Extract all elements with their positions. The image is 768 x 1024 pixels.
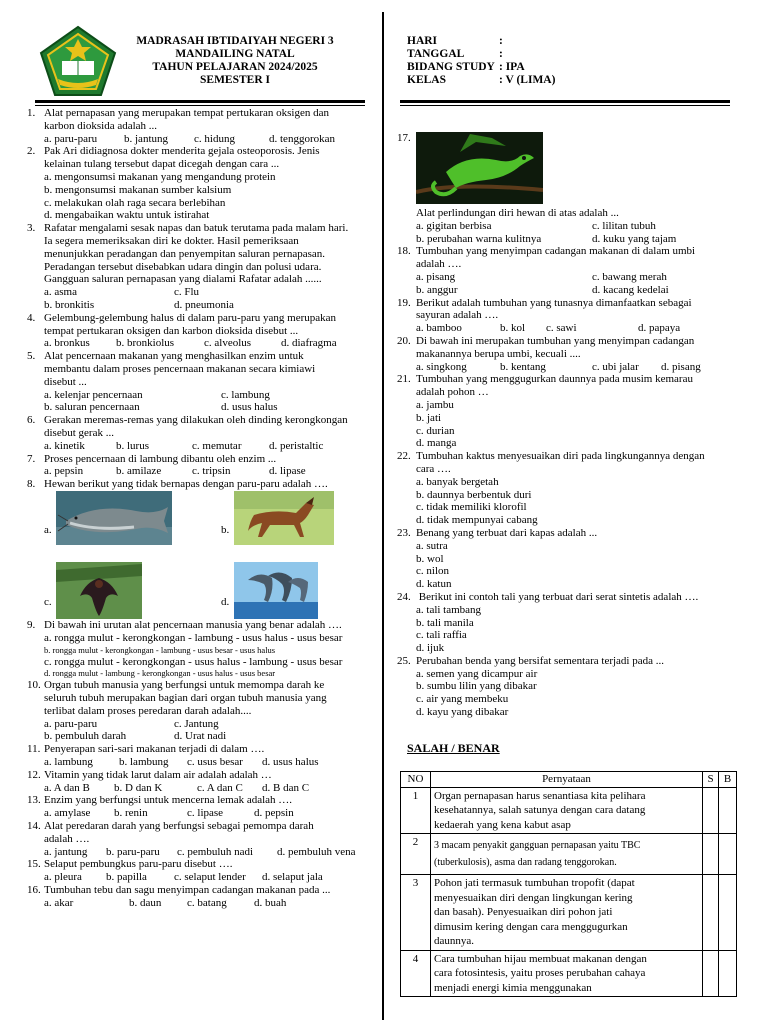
- col-benar: B: [719, 772, 737, 788]
- option[interactable]: d. ijuk: [416, 642, 445, 655]
- option[interactable]: b. daunnya berbentuk duri: [416, 488, 532, 501]
- option[interactable]: c. lilitan tubuh: [592, 219, 656, 232]
- option[interactable]: c. hidung: [194, 132, 235, 145]
- question-7: 7. Proses pencernaan di lambung dibantu oleh enzim ... a. pepsin b. amilaze c. tripsin d. lipase: [27, 452, 306, 478]
- question-5: 5. Alat pencernaan makanan yang menghasilkan enzim untuk membantu dalam proses pencernaan makanan secara kimiawi disebut ... a. kelenjar pencernaan c. lambung b. saluran pencernaan d. usus halus: [27, 350, 316, 414]
- option[interactable]: d. tenggorokan: [269, 132, 335, 145]
- option[interactable]: c. tidak memiliki klorofil: [416, 501, 527, 514]
- header-rule-left: [35, 100, 365, 103]
- option[interactable]: d. papaya: [638, 322, 681, 335]
- question-23: 23. Benang yang terbuat dari kapas adalah ... a. sutra b. wol c. nilon d. katun: [397, 527, 742, 591]
- option[interactable]: a. paru-paru: [44, 132, 98, 145]
- option[interactable]: c. rongga mulut - kerongkongan - usus halus - lambung - usus besar: [44, 655, 343, 668]
- question-25: 25. Perubahan benda yang bersifat sementara terjadi pada ... a. semen yang dicampur air b. sumbu lilin yang dibakar c. air yang membeku d. kayu yang dibakar: [397, 655, 742, 719]
- option[interactable]: b. bronkiolus: [116, 337, 175, 350]
- option[interactable]: d. usus halus: [262, 756, 319, 769]
- semester: SEMESTER I: [200, 74, 270, 86]
- question-19: 19. Berikut adalah tumbuhan yang tunasnya dimanfaatkan sebagai sayuran adalah …. a. bamboo b. kol c. sawi d. papaya: [397, 296, 692, 335]
- option[interactable]: d. kayu yang dibakar: [416, 706, 509, 719]
- option[interactable]: a. tali tambang: [416, 603, 482, 616]
- option[interactable]: c. durian: [416, 424, 455, 437]
- question-11: 11. Penyerapan sari-sari makanan terjadi di dalam …. a. lambung b. lambung c. usus besar d. usus halus: [27, 743, 319, 769]
- info-value-class: : V (LIMA): [499, 74, 556, 86]
- info-label-day: HARI: [407, 35, 438, 47]
- option[interactable]: c. air yang membeku: [416, 693, 509, 706]
- option[interactable]: d. diafragma: [281, 337, 337, 350]
- option[interactable]: a. pisang: [416, 270, 456, 283]
- salah-cell[interactable]: [703, 787, 719, 834]
- option[interactable]: c. Jantung: [174, 717, 219, 730]
- option[interactable]: c. Flu: [174, 286, 200, 299]
- option[interactable]: a. rongga mulut - kerongkongan - lambung - usus halus - usus besar: [44, 631, 343, 644]
- option[interactable]: a. amylase: [44, 807, 91, 820]
- school-header: [110, 35, 360, 87]
- info-label-date: TANGGAL: [407, 48, 465, 60]
- question-1: 1. Alat pernapasan yang merupakan tempat pertukaran oksigen dan karbon dioksida adalah ... a. paru-paru b. jantung c. hidung d. tenggorokan: [27, 107, 335, 145]
- question-10: 10. Organ tubuh manusia yang berfungsi untuk memompa darah ke seluruh tubuh merupakan bagian dari organ tubuh manusia yang terlibat dalam proses peredaran darah adalah.... a. paru-paru c. Jantung b. pembuluh darah d. Urat nadi: [27, 679, 327, 743]
- benar-cell[interactable]: [719, 787, 737, 834]
- option[interactable]: b. wol: [416, 552, 444, 565]
- option[interactable]: b. rongga mulut - kerongkongan - lambung - usus besar - usus halus: [44, 644, 276, 655]
- option[interactable]: b. lambung: [119, 756, 169, 769]
- salah-cell[interactable]: [703, 875, 719, 951]
- option[interactable]: a. singkong: [416, 360, 467, 373]
- option[interactable]: b.: [221, 523, 230, 536]
- option[interactable]: b. anggur: [416, 283, 458, 296]
- option[interactable]: c. lipase: [187, 807, 224, 820]
- bat-image: [56, 562, 142, 619]
- salah-cell[interactable]: [703, 834, 719, 875]
- table-row: 4 Cara tumbuhan hijau membuat makanan dengan cara fotosintesis, yaitu proses perubahan cahaya menjadi energi kimia menggunakan: [401, 950, 737, 997]
- option[interactable]: b. pembuluh darah: [44, 730, 127, 743]
- question-3: 3. Rafatar mengalami sesak napas dan batuk terutama pada malam hari. Ia segera memeriksakan diri ke dokter. Hasil pemeriksaan menunjukkan peradangan dan penyempitan saluran pernapasan. Peradangan tersebut disebabkan udara dingin dan polusi udara. Gangguan saluran pernapasan yang dialami Rafatar adalah ...... a. asma c. Flu b. bronkitis d. pneumonia: [27, 222, 349, 311]
- option[interactable]: a. paru-paru: [44, 717, 98, 730]
- option[interactable]: d. buah: [254, 896, 287, 909]
- option[interactable]: b. kentang: [500, 360, 546, 373]
- option[interactable]: b. renin: [114, 807, 148, 820]
- option[interactable]: a. bronkus: [44, 337, 90, 350]
- question-15: 15. Selaput pembungkus paru-paru disebut …. a. pleura b. papilla c. selaput lender d. selaput jala: [27, 858, 323, 884]
- animal-images: [44, 491, 377, 619]
- info-label-class: KELAS: [407, 74, 446, 86]
- option[interactable]: a. jambu: [416, 398, 454, 411]
- info-value-date: :: [499, 48, 503, 60]
- left-column: [27, 107, 377, 910]
- option[interactable]: d.: [221, 595, 230, 608]
- option[interactable]: b. bronkitis: [44, 298, 95, 311]
- horse-image: [234, 491, 334, 545]
- option[interactable]: d. rongga mulut - lambung - kerongkongan - usus halus - usus besar: [44, 668, 276, 679]
- option[interactable]: a. pleura: [44, 871, 82, 884]
- exam-info: [407, 35, 556, 87]
- question-21: 21. Tumbuhan yang menggugurkan daunnya pada musim kemarau adalah pohon … a. jambu b. jati c. durian d. manga: [397, 373, 742, 450]
- option[interactable]: d. pisang: [661, 360, 701, 373]
- col-salah: S: [703, 772, 719, 788]
- option[interactable]: a. gigitan berbisa: [416, 219, 492, 232]
- option[interactable]: d. pepsin: [254, 807, 294, 820]
- option[interactable]: b. saluran pencernaan: [44, 401, 140, 414]
- option[interactable]: c. A dan C: [197, 781, 243, 794]
- table-row: 3 Pohon jati termasuk tumbuhan tropofit (dapat menyesuaikan diri dengan lingkungan kering dan basah). Penyesuaikan diri pohon jati dimusim kering dengan cara menggugurkan daunnya.: [401, 875, 737, 951]
- option[interactable]: c. batang: [187, 896, 227, 909]
- option[interactable]: a. asma: [44, 286, 77, 299]
- question-17: 17. Alat perlindungan diri hewan di atas adalah ... a. gigitan berbisa c. lilitan tubuh b. perubahan warna kulitnya d. kuku yang tajam: [397, 132, 677, 245]
- header-rule-right: [400, 100, 730, 103]
- option[interactable]: d. kacang kedelai: [592, 283, 669, 296]
- option[interactable]: c. bawang merah: [592, 270, 667, 283]
- question-14: 14. Alat peredaran darah yang berfungsi sebagai pemompa darah adalah …. a. jantung b. paru-paru c. pembuluh nadi d. pembuluh vena: [27, 820, 356, 858]
- option[interactable]: c. ubi jalar: [592, 360, 639, 373]
- option[interactable]: d. manga: [416, 437, 457, 450]
- option[interactable]: d. usus halus: [221, 401, 278, 414]
- option[interactable]: c. melakukan olah raga secara berlebihan: [44, 196, 226, 209]
- option[interactable]: d. tidak mempunyai cabang: [416, 514, 538, 527]
- option[interactable]: d. peristaltic: [269, 439, 324, 452]
- question-16: 16. Tumbuhan tebu dan sagu menyimpan cadangan makanan pada ... a. akar b. daun c. batang d. buah: [27, 884, 331, 909]
- table-header-row: [401, 772, 737, 788]
- question-13: 13. Enzim yang berfungsi untuk mencerna lemak adalah …. a. amylase b. renin c. lipase d. pepsin: [27, 794, 294, 820]
- table-row: 1 Organ pernapasan harus senantiasa kita pelihara kesehatannya, salah satunya dengan cara datang kedaerah yang kena kabut asap: [401, 787, 737, 834]
- option[interactable]: d. pembuluh vena: [277, 845, 356, 858]
- option[interactable]: b. amilaze: [116, 465, 162, 478]
- option[interactable]: b. jati: [416, 411, 442, 424]
- option[interactable]: b. sumbu lilin yang dibakar: [416, 680, 537, 693]
- option[interactable]: d. Urat nadi: [174, 730, 227, 743]
- info-label-subject: BIDANG STUDY: [407, 61, 495, 73]
- benar-cell[interactable]: [719, 834, 737, 875]
- question-4: 4. Gelembung-gelembung halus di dalam paru-paru yang merupakan tempat pertukaran oksigen dan karbon dioksida disebut ... a. bronkus b. bronkiolus c. alveolus d. diafragma: [27, 311, 337, 350]
- question-18: 18. Tumbuhan yang menyimpan cadangan makanan di dalam umbi adalah …. a. pisang c. bawang merah b. anggur d. kacang kedelai: [397, 245, 696, 296]
- salah-cell[interactable]: [703, 950, 719, 997]
- option[interactable]: b. lurus: [116, 439, 149, 452]
- true-false-title: SALAH / BENAR: [407, 741, 500, 755]
- header-rule-right-thin: [400, 105, 730, 106]
- info-value-subject: : IPA: [499, 61, 525, 73]
- option[interactable]: a. kinetik: [44, 439, 85, 452]
- header-rule-left-thin: [35, 105, 365, 106]
- question-6: 6. Gerakan meremas-remas yang dilakukan oleh dinding kerongkongan disebut gerak ... a. kinetik b. lurus c. memutar d. peristaltic: [27, 414, 348, 452]
- benar-cell[interactable]: [719, 875, 737, 951]
- col-no: NO: [401, 772, 431, 788]
- option[interactable]: c. usus besar: [187, 756, 243, 769]
- option[interactable]: d. B dan C: [262, 781, 310, 794]
- option[interactable]: a. bamboo: [416, 322, 462, 335]
- question-2: 2. Pak Ari didiagnosa dokter menderita gejala osteoporosis. Jenis kelainan tulang tersebut dapat dicegah dengan cara ... a. mengonsumsi makanan yang mengandung protein b. mengonsumsi makanan sumber kalsium c. melakukan olah raga secara berlebihan d. mengabaikan waktu untuk istirahat: [27, 145, 377, 222]
- option[interactable]: d. katun: [416, 578, 452, 591]
- right-column: [397, 120, 742, 719]
- question-12: 12. Vitamin yang tidak larut dalam air adalah adalah … a. A dan B b. D dan K c. A dan C d. B dan C: [27, 768, 310, 794]
- option[interactable]: b. mengonsumsi makanan sumber kalsium: [44, 183, 232, 196]
- col-statement: Pernyataan: [431, 772, 703, 788]
- option[interactable]: b. papilla: [106, 871, 147, 884]
- option[interactable]: c.: [44, 595, 52, 608]
- option[interactable]: a. A dan B: [44, 781, 90, 794]
- info-value-day: :: [499, 35, 503, 47]
- option[interactable]: c. memutar: [192, 439, 242, 452]
- question-8: 8. Hewan berikut yang tidak bernapas dengan paru-paru adalah …. a. b. c. d.: [27, 478, 377, 619]
- school-region: MANDAILING NATAL: [175, 48, 295, 60]
- dolphins-image: [234, 562, 318, 619]
- option[interactable]: d. pneumonia: [174, 298, 234, 311]
- option[interactable]: c. selaput lender: [174, 871, 246, 884]
- option[interactable]: c. lambung: [221, 388, 270, 401]
- option[interactable]: a. sutra: [416, 539, 448, 552]
- table-row: 2 3 macam penyakit gangguan pernapasan yaitu TBC (tuberkulosis), asma dan radang tenggorokan.: [401, 834, 737, 875]
- option[interactable]: c. nilon: [416, 565, 449, 578]
- option[interactable]: a. jantung: [44, 845, 88, 858]
- option[interactable]: c. sawi: [546, 322, 577, 335]
- madrasah-logo: [38, 25, 118, 97]
- option[interactable]: a. kelenjar pencernaan: [44, 388, 143, 401]
- catfish-image: [56, 491, 172, 545]
- chameleon-image: [416, 132, 543, 204]
- option[interactable]: a. pepsin: [44, 465, 84, 478]
- school-name: MADRASAH IBTIDAIYAH NEGERI 3: [136, 35, 334, 47]
- question-22: 22. Tumbuhan kaktus menyesuaikan diri pada lingkungannya dengan cara …. a. banyak bergetah b. daunnya berbentuk duri c. tidak memiliki klorofil d. tidak mempunyai cabang: [397, 450, 742, 527]
- school-year: TAHUN PELAJARAN 2024/2025: [152, 61, 318, 73]
- option[interactable]: b. perubahan warna kulitnya: [416, 232, 542, 245]
- option[interactable]: b. jantung: [124, 132, 168, 145]
- option[interactable]: d. selaput jala: [262, 871, 323, 884]
- option[interactable]: d. kuku yang tajam: [592, 232, 677, 245]
- column-divider: [382, 12, 384, 1020]
- option[interactable]: a.: [44, 523, 52, 536]
- benar-cell[interactable]: [719, 950, 737, 997]
- option[interactable]: b. tali manila: [416, 616, 474, 629]
- option[interactable]: c. tali raffia: [416, 629, 467, 642]
- option[interactable]: b. paru-paru: [106, 845, 160, 858]
- option[interactable]: a. banyak bergetah: [416, 475, 499, 488]
- option[interactable]: b. kol: [500, 322, 526, 335]
- option[interactable]: a. akar: [44, 896, 74, 909]
- option[interactable]: d. lipase: [269, 465, 306, 478]
- question-24: 24. Berikut ini contoh tali yang terbuat dari serat sintetis adalah …. a. tali tambang b. tali manila c. tali raffia d. ijuk: [397, 591, 742, 655]
- question-20: 20. Di bawah ini merupakan tumbuhan yang menyimpan cadangan makanannya berupa umbi, kecuali .... a. singkong b. kentang c. ubi jalar d. pisang: [397, 334, 701, 373]
- option[interactable]: c. pembuluh nadi: [177, 845, 254, 858]
- question-9: 9. Di bawah ini urutan alat pencernaan manusia yang benar adalah …. a. rongga mulut - kerongkongan - lambung - usus halus - usus besar b. rongga mulut - kerongkongan - lambung - usus besar - usus halus c. rongga mulut - kerongkongan - usus halus - lambung - usus besar d. rongga mulut - lambung - kerongkongan - usus halus - usus besar: [27, 619, 377, 679]
- true-false-table: [400, 771, 737, 997]
- option[interactable]: a. semen yang dicampur air: [416, 667, 538, 680]
- option[interactable]: c. alveolus: [204, 337, 252, 350]
- option[interactable]: a. mengonsumsi makanan yang mengandung protein: [44, 170, 276, 183]
- option[interactable]: c. tripsin: [192, 465, 231, 478]
- option[interactable]: b. daun: [129, 896, 162, 909]
- option[interactable]: a. lambung: [44, 756, 93, 769]
- option[interactable]: d. mengabaikan waktu untuk istirahat: [44, 209, 210, 222]
- option[interactable]: b. D dan K: [114, 781, 163, 794]
